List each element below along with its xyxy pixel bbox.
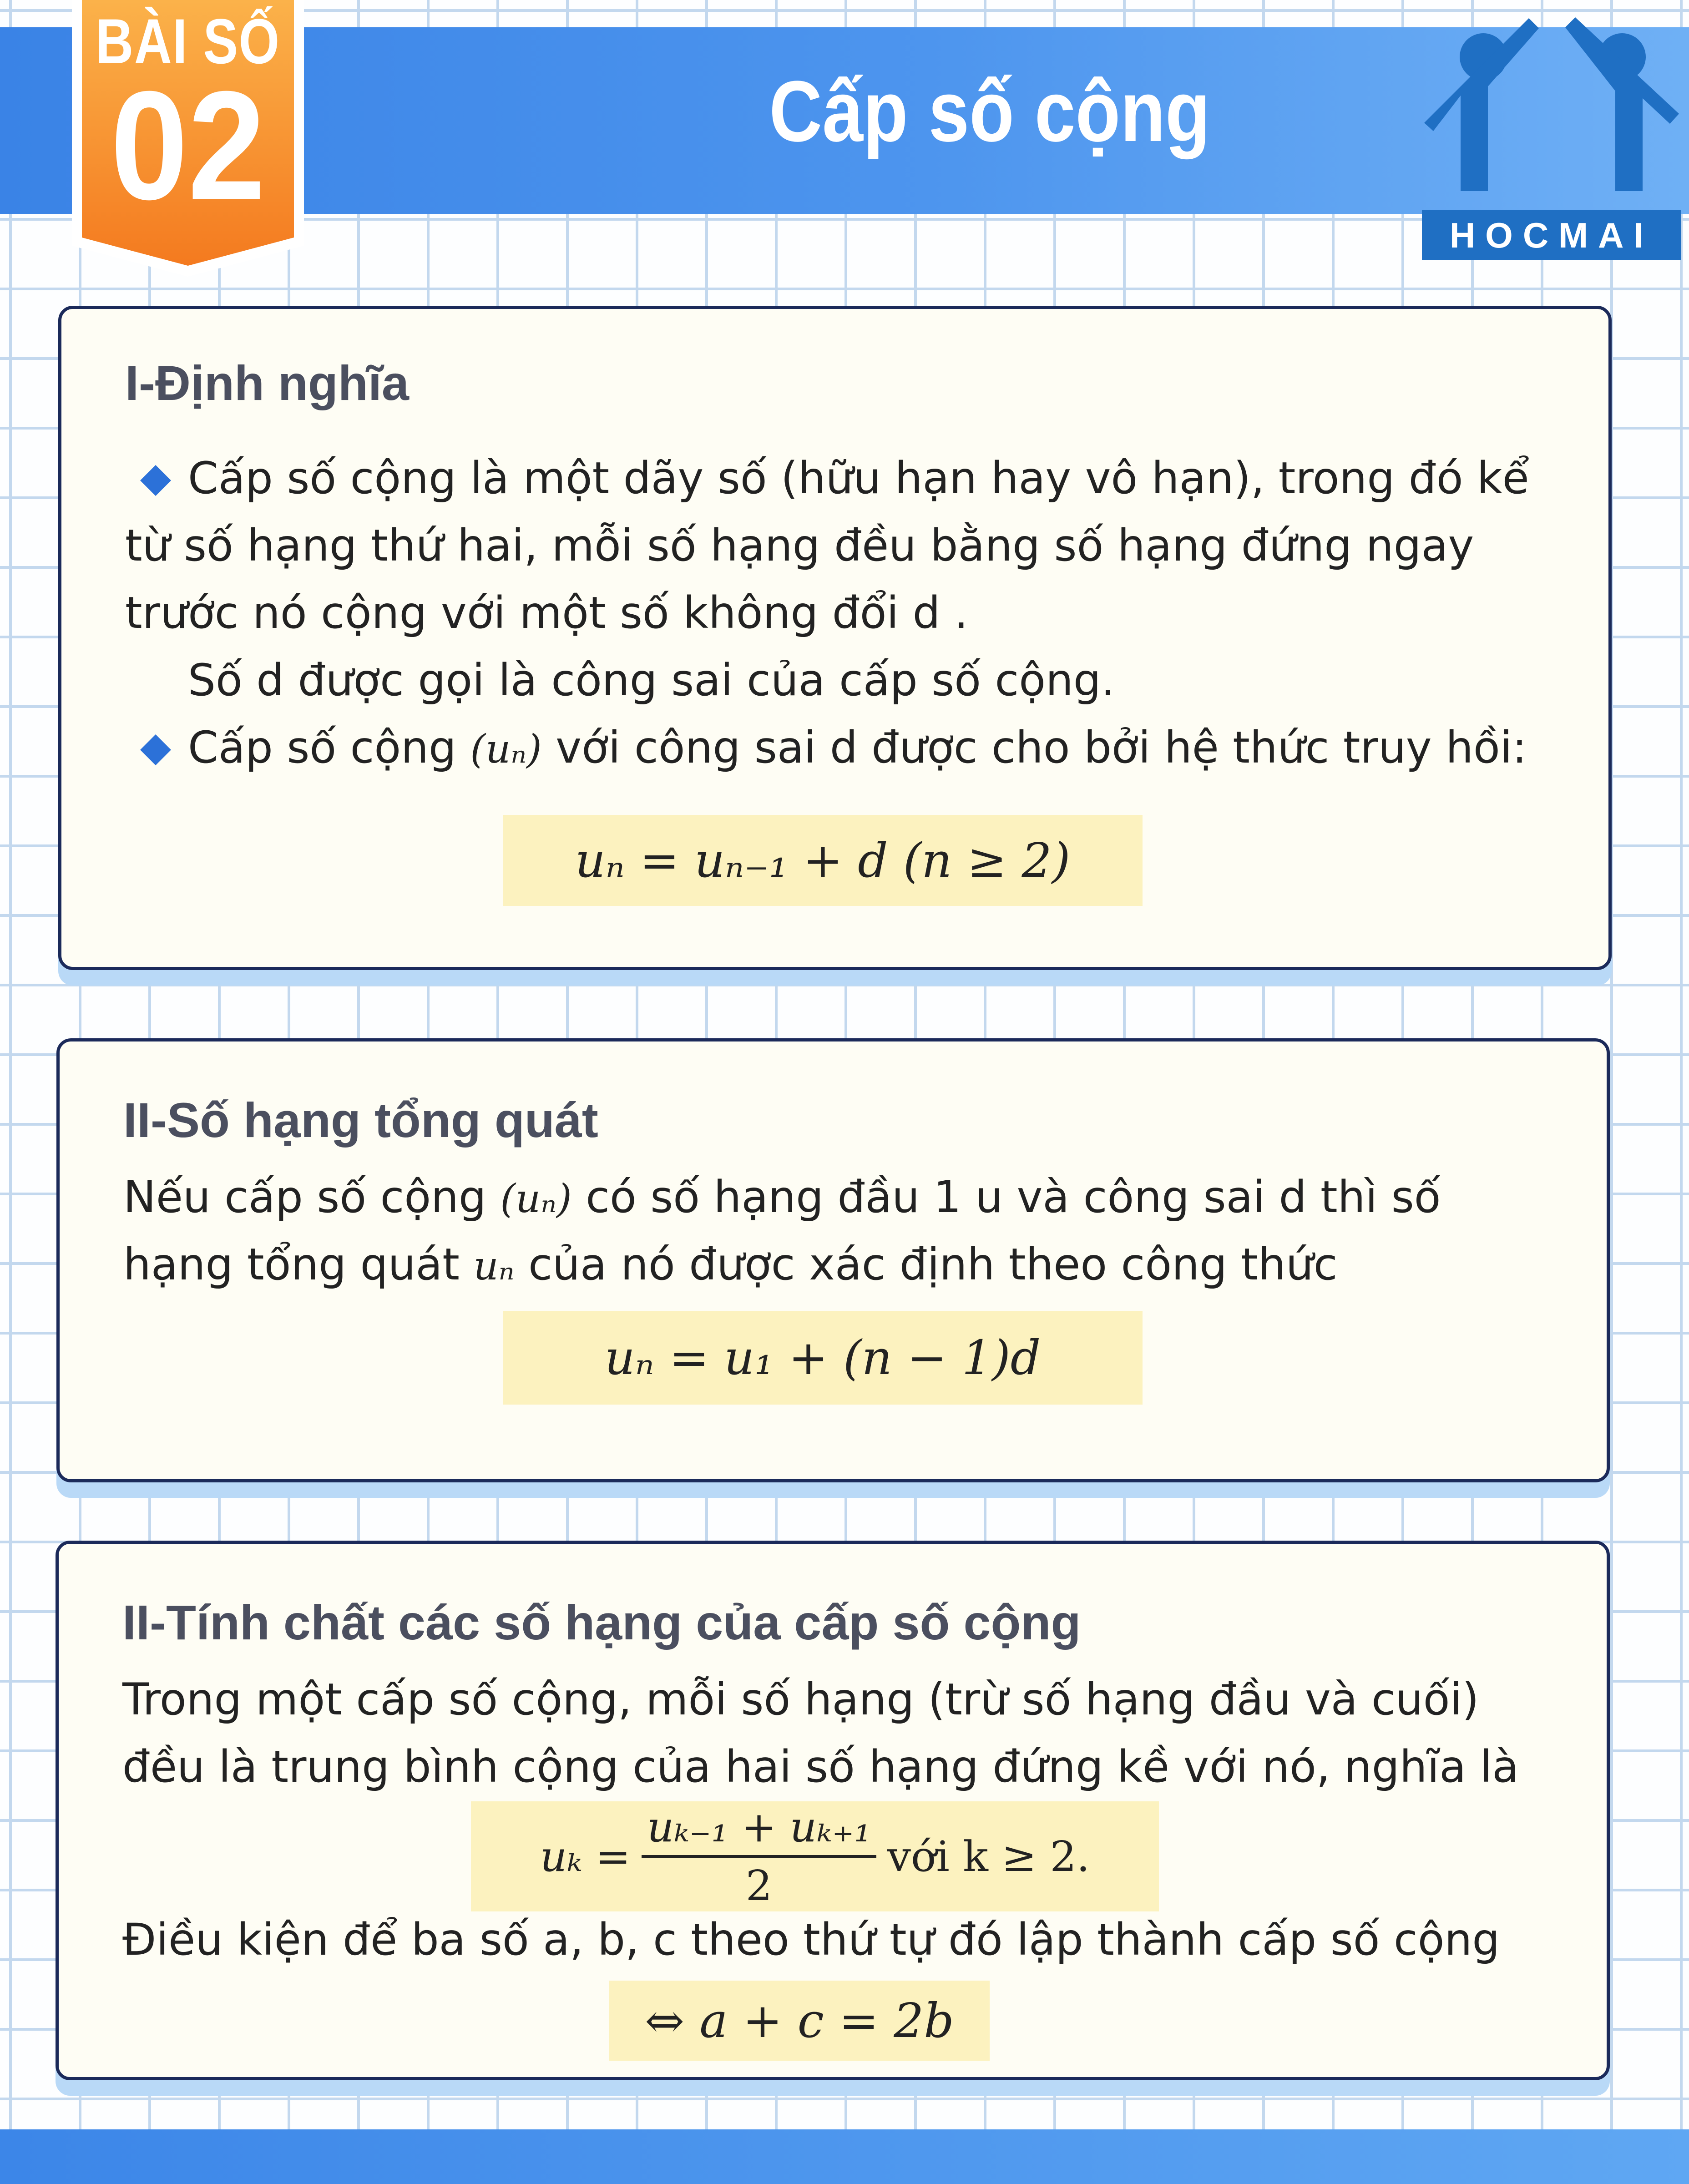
property-card — [56, 1541, 1610, 2080]
recurrence-prefix: Cấp số cộng — [188, 722, 456, 773]
mean-formula-fraction — [642, 1803, 876, 1910]
general-term-line — [123, 1237, 1338, 1294]
badge-label: BÀI SỐ — [96, 5, 280, 77]
page-title: Cấp số cộng — [769, 63, 1210, 160]
recurrence-suffix: với công sai d được cho bởi hệ thức truy hồi: — [556, 722, 1527, 773]
general-term-prefix: Nếu cấp số cộng — [123, 1172, 486, 1223]
diamond-bullet-icon — [140, 465, 171, 496]
footer-band — [0, 2129, 1689, 2184]
diamond-bullet-icon — [140, 734, 171, 765]
term-symbol: uₙ — [473, 1244, 515, 1289]
section-heading: II-Số hạng tổng quát — [123, 1092, 598, 1148]
general-term-suffix: có số hạng đầu 1 u và công sai d thì số — [586, 1172, 1441, 1223]
condition-formula: ⇔ a + c = 2b — [609, 1981, 990, 2061]
lesson-badge — [54, 0, 322, 282]
section-heading: I-Định nghĩa — [125, 355, 409, 410]
common-difference-note: Số d được gọi là công sai của cấp số cộng. — [188, 655, 1115, 706]
general-term-card — [56, 1038, 1610, 1482]
mean-formula-lhs: uₖ = — [540, 1832, 631, 1881]
badge-number: 02 — [110, 59, 266, 232]
definition-line: Cấp số cộng là một dãy số (hữu hạn hay vô hạn), trong đó kể — [188, 453, 1529, 504]
mean-formula-condition: với k ≥ 2. — [887, 1832, 1090, 1881]
property-line: đều là trung bình cộng của hai số hạng đứng kề với nó, nghĩa là — [122, 1741, 1519, 1792]
mean-formula — [471, 1801, 1159, 1911]
recurrence-line — [188, 720, 1527, 777]
general-term-suffix: của nó được xác định theo công thức — [528, 1239, 1338, 1290]
sequence-symbol: (uₙ) — [500, 1176, 572, 1222]
general-term-prefix: hạng tổng quát — [123, 1239, 460, 1290]
recurrence-formula: uₙ = uₙ₋₁ + d (n ≥ 2) — [503, 815, 1143, 906]
definition-line: từ số hạng thứ hai, mỗi số hạng đều bằng số hạng đứng ngay — [125, 520, 1474, 571]
sequence-symbol: (uₙ) — [470, 727, 542, 772]
section-heading: II-Tính chất các số hạng của cấp số cộng — [122, 1595, 1081, 1650]
logo-text: HOCMAI — [1422, 210, 1681, 260]
definition-line: trước nó cộng với một số không đổi d . — [125, 587, 968, 638]
general-term-formula: uₙ = u₁ + (n − 1)d — [503, 1311, 1143, 1405]
mean-formula-denominator: 2 — [745, 1861, 773, 1910]
mean-formula-numerator: uₖ₋₁ + uₖ₊₁ — [642, 1803, 876, 1858]
definition-card — [58, 306, 1612, 970]
general-term-line — [123, 1170, 1441, 1226]
condition-line: Điều kiện để ba số a, b, c theo thứ tự đó lập thành cấp số cộng — [122, 1914, 1500, 1965]
property-line: Trong một cấp số cộng, mỗi số hạng (trừ số hạng đầu và cuối) — [122, 1674, 1479, 1725]
